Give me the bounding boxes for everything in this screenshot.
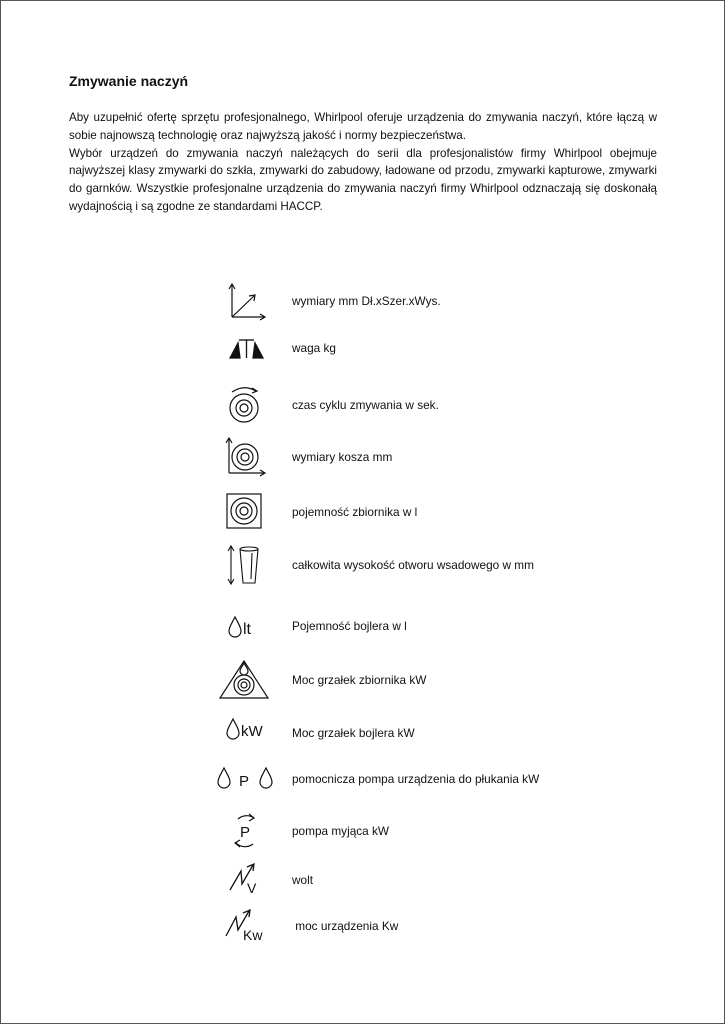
legend-item [206,543,626,587]
basket-dimensions-icon [216,435,272,479]
legend-item [206,904,626,948]
legend-item [206,435,626,479]
legend-label: moc urządzenia Kw [292,919,399,933]
legend-label: czas cyklu zmywania w sek. [292,398,439,412]
legend-item [206,383,626,427]
power-icon [216,904,272,948]
icon-text: kW [241,723,263,740]
legend-label: pomocnicza pompa urządzenia do płukania kW [292,772,540,786]
legend-label: wymiary mm Dł.xSzer.xWys. [292,294,441,308]
legend-label: wolt [292,873,313,887]
legend-label: waga kg [292,341,336,355]
legend-label: pojemność zbiornika w l [292,505,418,519]
legend-label: pompa myjąca kW [292,824,390,838]
legend-label: całkowita wysokość otworu wsadowego w mm [292,558,534,572]
page-title: Zmywanie naczyń [69,73,189,89]
intro-paragraph: Wybór urządzeń do zmywania naczyń należących do serii dla profesjonalistów firmy Whirlpool obejmuje najwyższej klasy zmywarki do szkła, zmywarki do zabudowy, ładowane od przodu, zmywarki kapturowe, zmywarki do garnków. Wszystkie profesjonalne urządzenia do zmywania naczyń firmy Whirlpool odznaczają się doskonałą wydajnością i są zgodne ze standardami HACCP. [69,146,657,213]
intro-paragraph: Aby uzupełnić ofertę sprzętu profesjonalnego, Whirlpool oferuje urządzenia do zmywania naczyń, które łączą w sobie najnowszą technologię oraz najwyższą jakość i normy bezpieczeństwa. [69,111,657,142]
legend-item [206,658,626,702]
loading-height-icon [216,543,272,587]
voltage-icon [216,858,272,902]
icon-text: V [247,880,257,896]
legend-label: Moc grzałek zbiornika kW [292,673,427,687]
legend-item [206,490,626,534]
legend-item [206,604,626,648]
boiler-capacity-icon [216,604,272,648]
icon-text: P [240,824,251,841]
weight-scale-icon [216,326,272,370]
rinse-pump-icon [216,757,272,801]
dimensions-axes-icon [216,279,272,323]
legend-label: Pojemność bojlera w l [292,619,407,633]
legend-item [206,757,626,801]
legend-item [206,711,626,755]
wash-pump-icon [216,809,272,853]
icon-text: lt [243,621,251,638]
legend-item [206,279,626,323]
legend-item [206,326,626,370]
legend-label: Moc grzałek bojlera kW [292,726,415,740]
symbol-legend [206,1,626,1001]
legend-item [206,858,626,902]
legend-item [206,809,626,853]
icon-text: P [239,773,250,790]
legend-label: wymiary kosza mm [292,450,393,464]
boiler-heater-power-icon [216,711,272,755]
tank-capacity-icon [216,490,272,534]
wash-cycle-time-icon [216,383,272,427]
icon-text: Kw [243,927,263,943]
tank-heater-power-icon [216,658,272,702]
